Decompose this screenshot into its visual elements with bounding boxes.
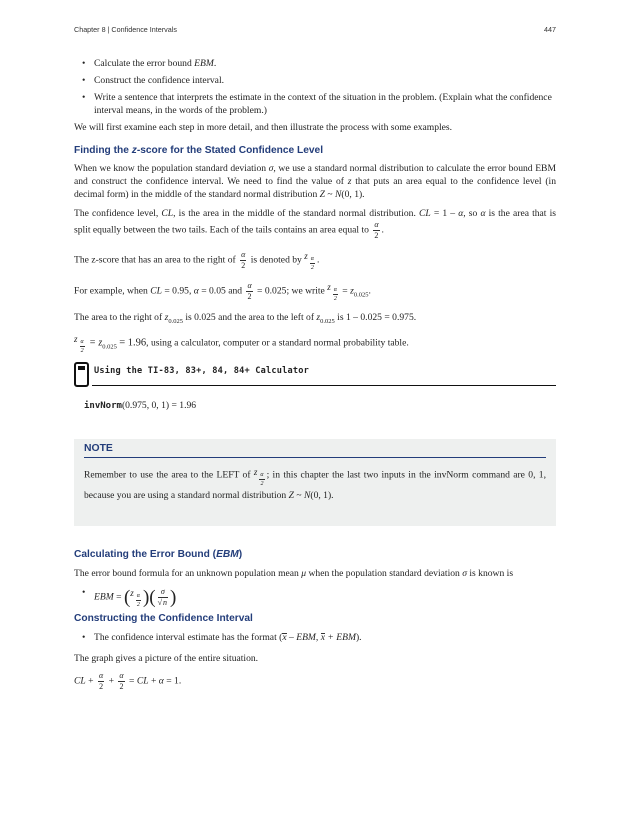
page-number: 447	[544, 25, 556, 34]
calculator-command: invNorm(0.975, 0, 1) = 1.96	[84, 399, 197, 411]
z-alpha-over-2: z $\frac{\alpha}{2}$	[74, 333, 84, 354]
note-title: NOTE	[84, 442, 546, 458]
z-alpha-over-2: z $\frac{\alpha}{2}$	[253, 466, 264, 487]
paragraph: The error bound formula for an unknown population mean μ when the population standard deviation σ is known is	[74, 567, 514, 579]
paragraph: When we know the population standard deviation σ, we use a standard normal distribution to calculate the error bound EBM and construct the confidence interval. We need to find the value of z that puts an area equal to the confidence level (in decimal form) in the middle of the standard normal distribution Z ~ N(0, 1).	[74, 163, 557, 201]
divider	[92, 385, 556, 386]
paragraph: The area to the right of $z_{0.025}$ is 0.025 and the area to the left of $z_{0.025}$ is 1 – 0.025 = 0.975.	[74, 312, 417, 326]
z-alpha-over-2: z $\frac{\alpha}{2}$	[130, 587, 140, 608]
paragraph: For example, when CL = 0.95, α = 0.05 and $\frac{\alpha}{2}$ = 0.025; we write z $\frac{\alpha}{2}$ = $z_{0.025}$.	[74, 281, 371, 303]
alpha-over-2: $\frac{\alpha}{2}$	[247, 281, 252, 302]
calculator-icon	[74, 362, 89, 387]
calculator-title: Using the TI-83, 83+, 84, 84+ Calculator	[94, 365, 309, 376]
section-heading-error-bound: Calculating the Error Bound (EBM)	[74, 549, 243, 561]
note-text: Remember to use the area to the LEFT of z $\frac{\alpha}{2}$ ; in this chapter the last two inputs in the invNorm command are 0, 1, because you are using a standard normal distribution Z ~ N(0, 1).	[84, 464, 546, 504]
format-list	[74, 632, 556, 645]
chapter-title: Chapter 8 | Confidence Intervals	[74, 25, 177, 34]
paragraph: The graph gives a picture of the entire situation.	[74, 652, 259, 664]
alpha-over-2: $\frac{\alpha}{2}$	[374, 220, 379, 241]
list-item: • EBM = (z $\frac{\alpha}{2}$ )( $\frac{\sigma}{√n}$ )	[74, 587, 556, 608]
section-heading-confidence-interval: Constructing the Confidence Interval	[74, 612, 253, 624]
alpha-over-2: $\frac{\alpha}{2}$	[241, 250, 246, 271]
intro-paragraph: We will first examine each step in more detail, and then illustrate the process with some examples.	[74, 121, 453, 133]
calculator-callout	[74, 362, 556, 386]
formula-list	[74, 587, 556, 608]
section-heading-zscore: Finding the z-score for the Stated Confidence Level	[74, 144, 324, 156]
z-alpha-over-2: z $\frac{\alpha}{2}$	[327, 282, 337, 303]
paragraph: The z-score that has an area to the right of $\frac{\alpha}{2}$ is denoted by z $\frac{\alpha}{2}$ .	[74, 250, 320, 272]
list-item: • Calculate the error bound EBM.	[74, 58, 556, 71]
final-equation: CL + $\frac{\alpha}{2}$ + $\frac{\alpha}{2}$ = CL + α = 1.	[74, 670, 182, 691]
paragraph: The confidence level, CL, is the area in the middle of the standard normal distribution. CL = 1 – α, so α is the area that is split equally between the two tails. Each of the tails contains an area equal to $\frac{\alpha}{2}$ .	[74, 208, 556, 241]
running-header	[74, 25, 556, 35]
list-item: • Write a sentence that interprets the estimate in the context of the situation in the problem. (Explain what the confidence interval means, in the words of the problem.)	[74, 92, 556, 118]
equation-paragraph: z $\frac{\alpha}{2}$ = $z_{0.025} = 1.96$, using a calculator, computer or a standard normal probability table.	[74, 333, 409, 354]
z-alpha-over-2: z $\frac{\alpha}{2}$	[304, 251, 314, 272]
sigma-over-sqrt-n: $\frac{\sigma}{√n}$	[157, 586, 167, 607]
main-content	[74, 58, 556, 697]
list-item: • The confidence interval estimate has the format (x – EBM, x + EBM).	[74, 632, 556, 645]
steps-list	[74, 58, 556, 118]
note-box	[74, 439, 556, 526]
list-item: • Construct the confidence interval.	[74, 75, 556, 88]
